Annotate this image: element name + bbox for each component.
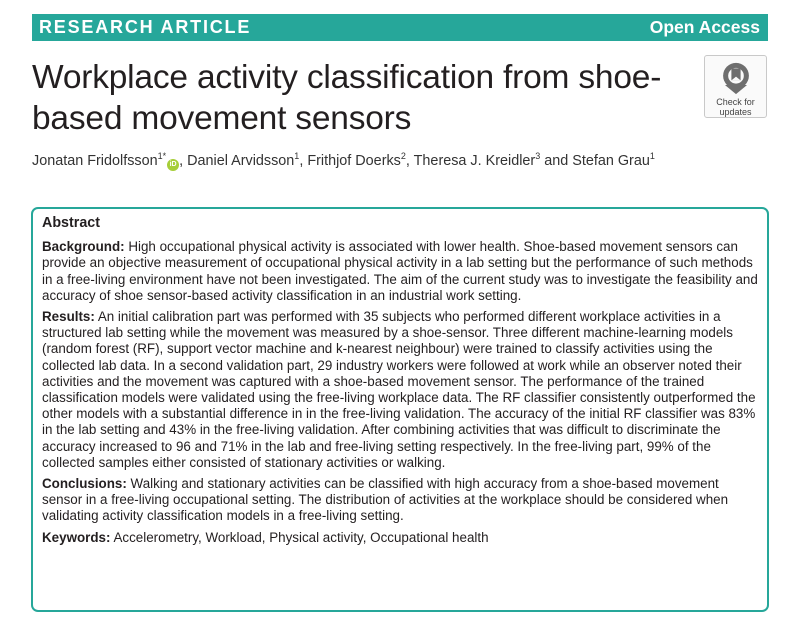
results-text: An initial calibration part was performed with 35 subjects who performed different workplace activities in a structured lab setting while the movement was measured by a shoe-sensor. Three different machine-learning models (random forest (RF), support vector machine and k-nearest neighbour) were trained to classify activities using the collected lab data. In a second validation part, 29 industry workers were followed at work while an observer noted their activities and the movement was captured with a shoe-based movement sensor. The performance of the trained classification models were validated using the free-living workplace data. The RF classifier consistently outperformed the other models with a substantial difference in in the free-living validation. The accuracy of the initial RF classifier was 83% in the lab setting and 43% in the free-living validation. After combining activities that was difficult to discriminate the accuracy increased to 96 and 71% in the lab and free-living setting respectively. In the free-living part, 99% of the collected samples either consisted of stationary activities or walking.: [42, 309, 756, 470]
author-affiliation: 1: [294, 151, 300, 161]
orcid-icon[interactable]: iD: [167, 159, 179, 171]
author-affiliation: 2: [400, 151, 406, 161]
abstract-box: [31, 207, 769, 612]
results-label: Results:: [42, 309, 95, 325]
abstract-heading: Abstract: [42, 215, 100, 231]
check-for-updates-icon: [719, 61, 753, 96]
check-for-updates-line1: Check for: [716, 97, 755, 107]
author-separator: ,: [299, 153, 308, 169]
author-affiliation: 1*: [157, 151, 167, 161]
author-separator: and: [540, 153, 573, 169]
author-name[interactable]: Theresa J. Kreidler: [413, 153, 536, 169]
background-text: High occupational physical activity is associated with lower health. Shoe-based movement sensors can provide an objective measurement of occupational physical activity in a lab setting but the performance of such methods in a free-living environment have not been investigated. The aim of the current study was to investigate the feasibility and accuracy of shoe sensor-based activity classification in an industrial work setting.: [42, 239, 758, 303]
background-label: Background:: [42, 239, 125, 255]
keywords-text: Accelerometry, Workload, Physical activity, Occupational health: [113, 529, 489, 545]
keywords-label: Keywords:: [42, 529, 111, 545]
check-for-updates-badge[interactable]: [704, 55, 767, 118]
author-name[interactable]: Stefan Grau: [572, 153, 650, 169]
article-title: Workplace activity classification from shoe-based movement sensors: [32, 59, 662, 137]
article-type-label: RESEARCH ARTICLE: [39, 17, 252, 37]
author-affiliation: 1: [649, 151, 655, 161]
author-name[interactable]: Jonatan Fridolfsson: [32, 153, 158, 169]
author-list: [32, 153, 772, 171]
author-name[interactable]: Frithjof Doerks: [307, 153, 401, 169]
conclusions-label: Conclusions:: [42, 476, 127, 492]
abstract-background: [42, 239, 758, 304]
abstract-results: [42, 309, 758, 471]
author-separator: ,: [405, 153, 414, 169]
author-separator: ,: [179, 153, 188, 169]
abstract-keywords: [42, 530, 758, 546]
author-name[interactable]: Daniel Arvidsson: [187, 153, 295, 169]
check-for-updates-line2: updates: [719, 106, 752, 117]
open-access-label[interactable]: Open Access: [649, 17, 760, 37]
conclusions-text: Walking and stationary activities can be classified with high accuracy from a shoe-based movement sensor in a free-living occupational setting. The distribution of activities at the workplace should be considered when validating activity classification models in a free-living setting.: [42, 476, 729, 524]
article-type-banner: [32, 14, 768, 41]
abstract-conclusions: [42, 476, 758, 525]
author-affiliation: 3: [535, 151, 541, 161]
